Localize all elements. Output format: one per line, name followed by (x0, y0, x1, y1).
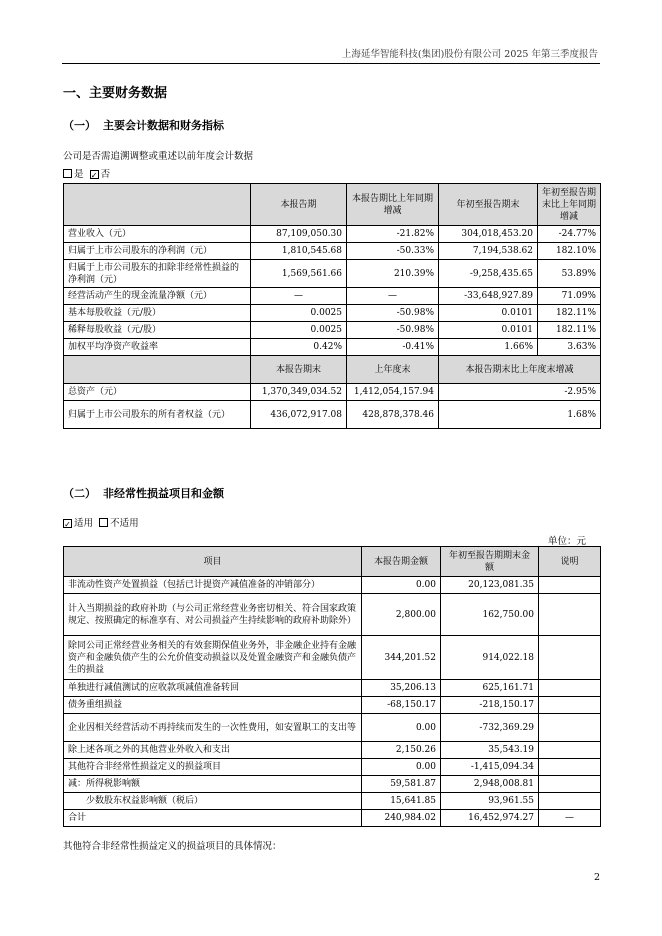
header-cell: 本报告期末比上年度末增减 (439, 356, 601, 384)
table-row (64, 759, 601, 776)
cell: -33,648,927.89 (439, 288, 538, 305)
cell: 87,109,050.30 (251, 226, 347, 243)
cell: 1,370,349,034.52 (251, 384, 347, 401)
running-header: 上海延华智能科技(集团)股份有限公司 2025 年第三季度报告 (341, 49, 598, 60)
row-label: 归属于上市公司股东的扣除非经常性损益的净利润（元） (64, 260, 251, 288)
row-label: 减：所得税影响额 (64, 776, 362, 793)
table-row (64, 594, 601, 636)
cell: 344,201.52 (362, 636, 441, 680)
cell: 35,206.13 (362, 680, 441, 697)
table-row (64, 714, 601, 742)
cell: 0.0025 (251, 322, 347, 339)
table-header-row-2 (64, 356, 601, 384)
cell: 625,161.71 (441, 680, 539, 697)
row-label: 加权平均净资产收益率 (64, 339, 251, 356)
cell: -0.41% (347, 339, 439, 356)
table-header-row (64, 547, 601, 577)
cell: 15,641.85 (362, 793, 441, 810)
cell: -24.77% (538, 226, 601, 243)
cell: 1,412,054,157.94 (347, 384, 439, 401)
table-row (64, 401, 601, 429)
cell (539, 594, 601, 636)
cell: -2.95% (439, 384, 601, 401)
table-row (64, 226, 601, 243)
cell: 210.39% (347, 260, 439, 288)
checkbox-yes[interactable] (63, 169, 72, 178)
subsection-number: （一） (63, 119, 96, 132)
cell: -218,150.17 (441, 697, 539, 714)
non-recurring-table (63, 546, 601, 827)
row-label: 单独进行减值测试的应收款项减值准备转回 (64, 680, 362, 697)
applicable-options (63, 515, 139, 529)
cell: 7,194,538.62 (439, 243, 538, 260)
checkbox-not-applicable-label: 不适用 (110, 518, 139, 529)
row-label: 其他符合非经常性损益定义的损益项目 (64, 759, 362, 776)
checkbox-applicable[interactable]: ✓ (64, 520, 71, 529)
subsection-label: 主要会计数据和财务指标 (103, 119, 224, 132)
checkbox-not-applicable[interactable] (99, 518, 108, 527)
footnote: 其他符合非经常性损益定义的损益项目的具体情况： (63, 841, 282, 852)
cell: 914,022.18 (441, 636, 539, 680)
checkbox-no[interactable]: ✓ (90, 171, 98, 180)
cell: 1,569,561.66 (251, 260, 347, 288)
table-row (64, 305, 601, 322)
cell (539, 759, 601, 776)
cell: 0.00 (362, 714, 441, 742)
header-cell: 年初至报告期期末金额 (441, 547, 539, 577)
cell: 162,750.00 (441, 594, 539, 636)
retro-question: 公司是否需追溯调整或重述以前年度会计数据 (63, 151, 254, 162)
cell: — (539, 810, 601, 827)
table-row (64, 680, 601, 697)
table-header-row (64, 184, 601, 226)
cell: 182.11% (538, 322, 601, 339)
cell: 0.00 (362, 759, 441, 776)
header-cell: 本报告期比上年同期增减 (347, 184, 439, 226)
header-cell: 项目 (64, 547, 362, 577)
checkbox-no-label: 否 (100, 169, 111, 180)
cell: 0.0025 (251, 305, 347, 322)
table-row (64, 776, 601, 793)
cell: -732,369.29 (441, 714, 539, 742)
header-cell (64, 356, 251, 384)
header-rule (62, 63, 600, 64)
table-row (64, 793, 601, 810)
table-row (64, 697, 601, 714)
cell: 1.68% (439, 401, 601, 429)
row-label: 归属于上市公司股东的净利润（元） (64, 243, 251, 260)
cell: -1,415,094.34 (441, 759, 539, 776)
table-row (64, 577, 601, 594)
cell: 240,984.02 (362, 810, 441, 827)
header-cell: 上年度末 (347, 356, 439, 384)
table-total-row (64, 810, 601, 827)
subsection-number: （二） (63, 487, 96, 500)
table-row (64, 243, 601, 260)
cell: 20,123,081.35 (441, 577, 539, 594)
table-row (64, 742, 601, 759)
row-label: 经营活动产生的现金流量净额（元） (64, 288, 251, 305)
table-row (64, 339, 601, 356)
cell: 0.00 (362, 577, 441, 594)
cell: 35,543.19 (441, 742, 539, 759)
header-cell: 年初至报告期末 (439, 184, 538, 226)
cell: 16,452,974.27 (441, 810, 539, 827)
header-cell: 本报告期末 (251, 356, 347, 384)
cell: -50.98% (347, 305, 439, 322)
checkbox-applicable-label: 适用 (74, 518, 94, 529)
cell: 436,072,917.08 (251, 401, 347, 429)
cell: 59,581.87 (362, 776, 441, 793)
cell: 182.11% (538, 305, 601, 322)
subsection-label: 非经常性损益项目和金额 (103, 487, 224, 500)
cell (539, 680, 601, 697)
subsection-title-2 (63, 485, 224, 501)
cell: 3.63% (538, 339, 601, 356)
row-label: 债务重组损益 (64, 697, 362, 714)
cell: 0.0101 (439, 322, 538, 339)
unit-label: 单位：元 (548, 536, 587, 547)
cell: 304,018,453.20 (439, 226, 538, 243)
row-label: 计入当期损益的政府补助（与公司正常经营业务密切相关、符合国家政策规定、按照确定的标准享有、对公司损益产生持续影响的政府补助除外） (64, 594, 362, 636)
header-cell (64, 184, 251, 226)
cell (539, 793, 601, 810)
cell: 0.42% (251, 339, 347, 356)
cell: -68,150.17 (362, 697, 441, 714)
row-label: 除同公司正常经营业务相关的有效套期保值业务外，非金融企业持有金融资产和金融负债产生的公允价值变动损益以及处置金融资产和金融负债产生的损益 (64, 636, 362, 680)
cell (539, 776, 601, 793)
cell: 1,810,545.68 (251, 243, 347, 260)
financial-data-table (63, 183, 601, 429)
checkbox-yes-label: 是 (74, 169, 84, 180)
cell: 2,800.00 (362, 594, 441, 636)
table-row (64, 288, 601, 305)
cell: -9,258,435.65 (439, 260, 538, 288)
cell: — (347, 288, 439, 305)
section-title: 一、主要财务数据 (63, 86, 168, 101)
row-label: 营业收入（元） (64, 226, 251, 243)
cell: 93,961.55 (441, 793, 539, 810)
table-row (64, 322, 601, 339)
row-label: 合计 (64, 810, 362, 827)
cell: — (251, 288, 347, 305)
subsection-title-1 (63, 117, 224, 133)
cell (539, 742, 601, 759)
table-row (64, 260, 601, 288)
header-cell: 说明 (539, 547, 601, 577)
row-label: 除上述各项之外的其他营业外收入和支出 (64, 742, 362, 759)
table-row (64, 636, 601, 680)
cell: 2,948,008.81 (441, 776, 539, 793)
cell (539, 636, 601, 680)
header-cell: 本报告期 (251, 184, 347, 226)
cell: 1.66% (439, 339, 538, 356)
cell: 71.09% (538, 288, 601, 305)
cell: 182.10% (538, 243, 601, 260)
cell: 428,878,378.46 (347, 401, 439, 429)
cell: 2,150.26 (362, 742, 441, 759)
row-label: 基本每股收益（元/股） (64, 305, 251, 322)
cell: -50.33% (347, 243, 439, 260)
header-cell: 本报告期金额 (362, 547, 441, 577)
row-label: 企业因相关经营活动不再持续而发生的一次性费用，如安置职工的支出等 (64, 714, 362, 742)
row-label: 少数股东权益影响额（税后） (64, 793, 362, 810)
cell: -50.98% (347, 322, 439, 339)
cell (539, 577, 601, 594)
cell (539, 714, 601, 742)
header-cell: 年初至报告期末比上年同期增减 (538, 184, 601, 226)
row-label: 稀释每股收益（元/股） (64, 322, 251, 339)
cell (539, 697, 601, 714)
cell: -21.82% (347, 226, 439, 243)
table-row (64, 384, 601, 401)
row-label: 非流动性资产处置损益（包括已计提资产减值准备的冲销部分） (64, 577, 362, 594)
retro-options (63, 166, 110, 180)
page-number: 2 (594, 872, 601, 883)
row-label: 归属于上市公司股东的所有者权益（元） (64, 401, 251, 429)
cell: 0.0101 (439, 305, 538, 322)
cell: 53.89% (538, 260, 601, 288)
row-label: 总资产（元） (64, 384, 251, 401)
